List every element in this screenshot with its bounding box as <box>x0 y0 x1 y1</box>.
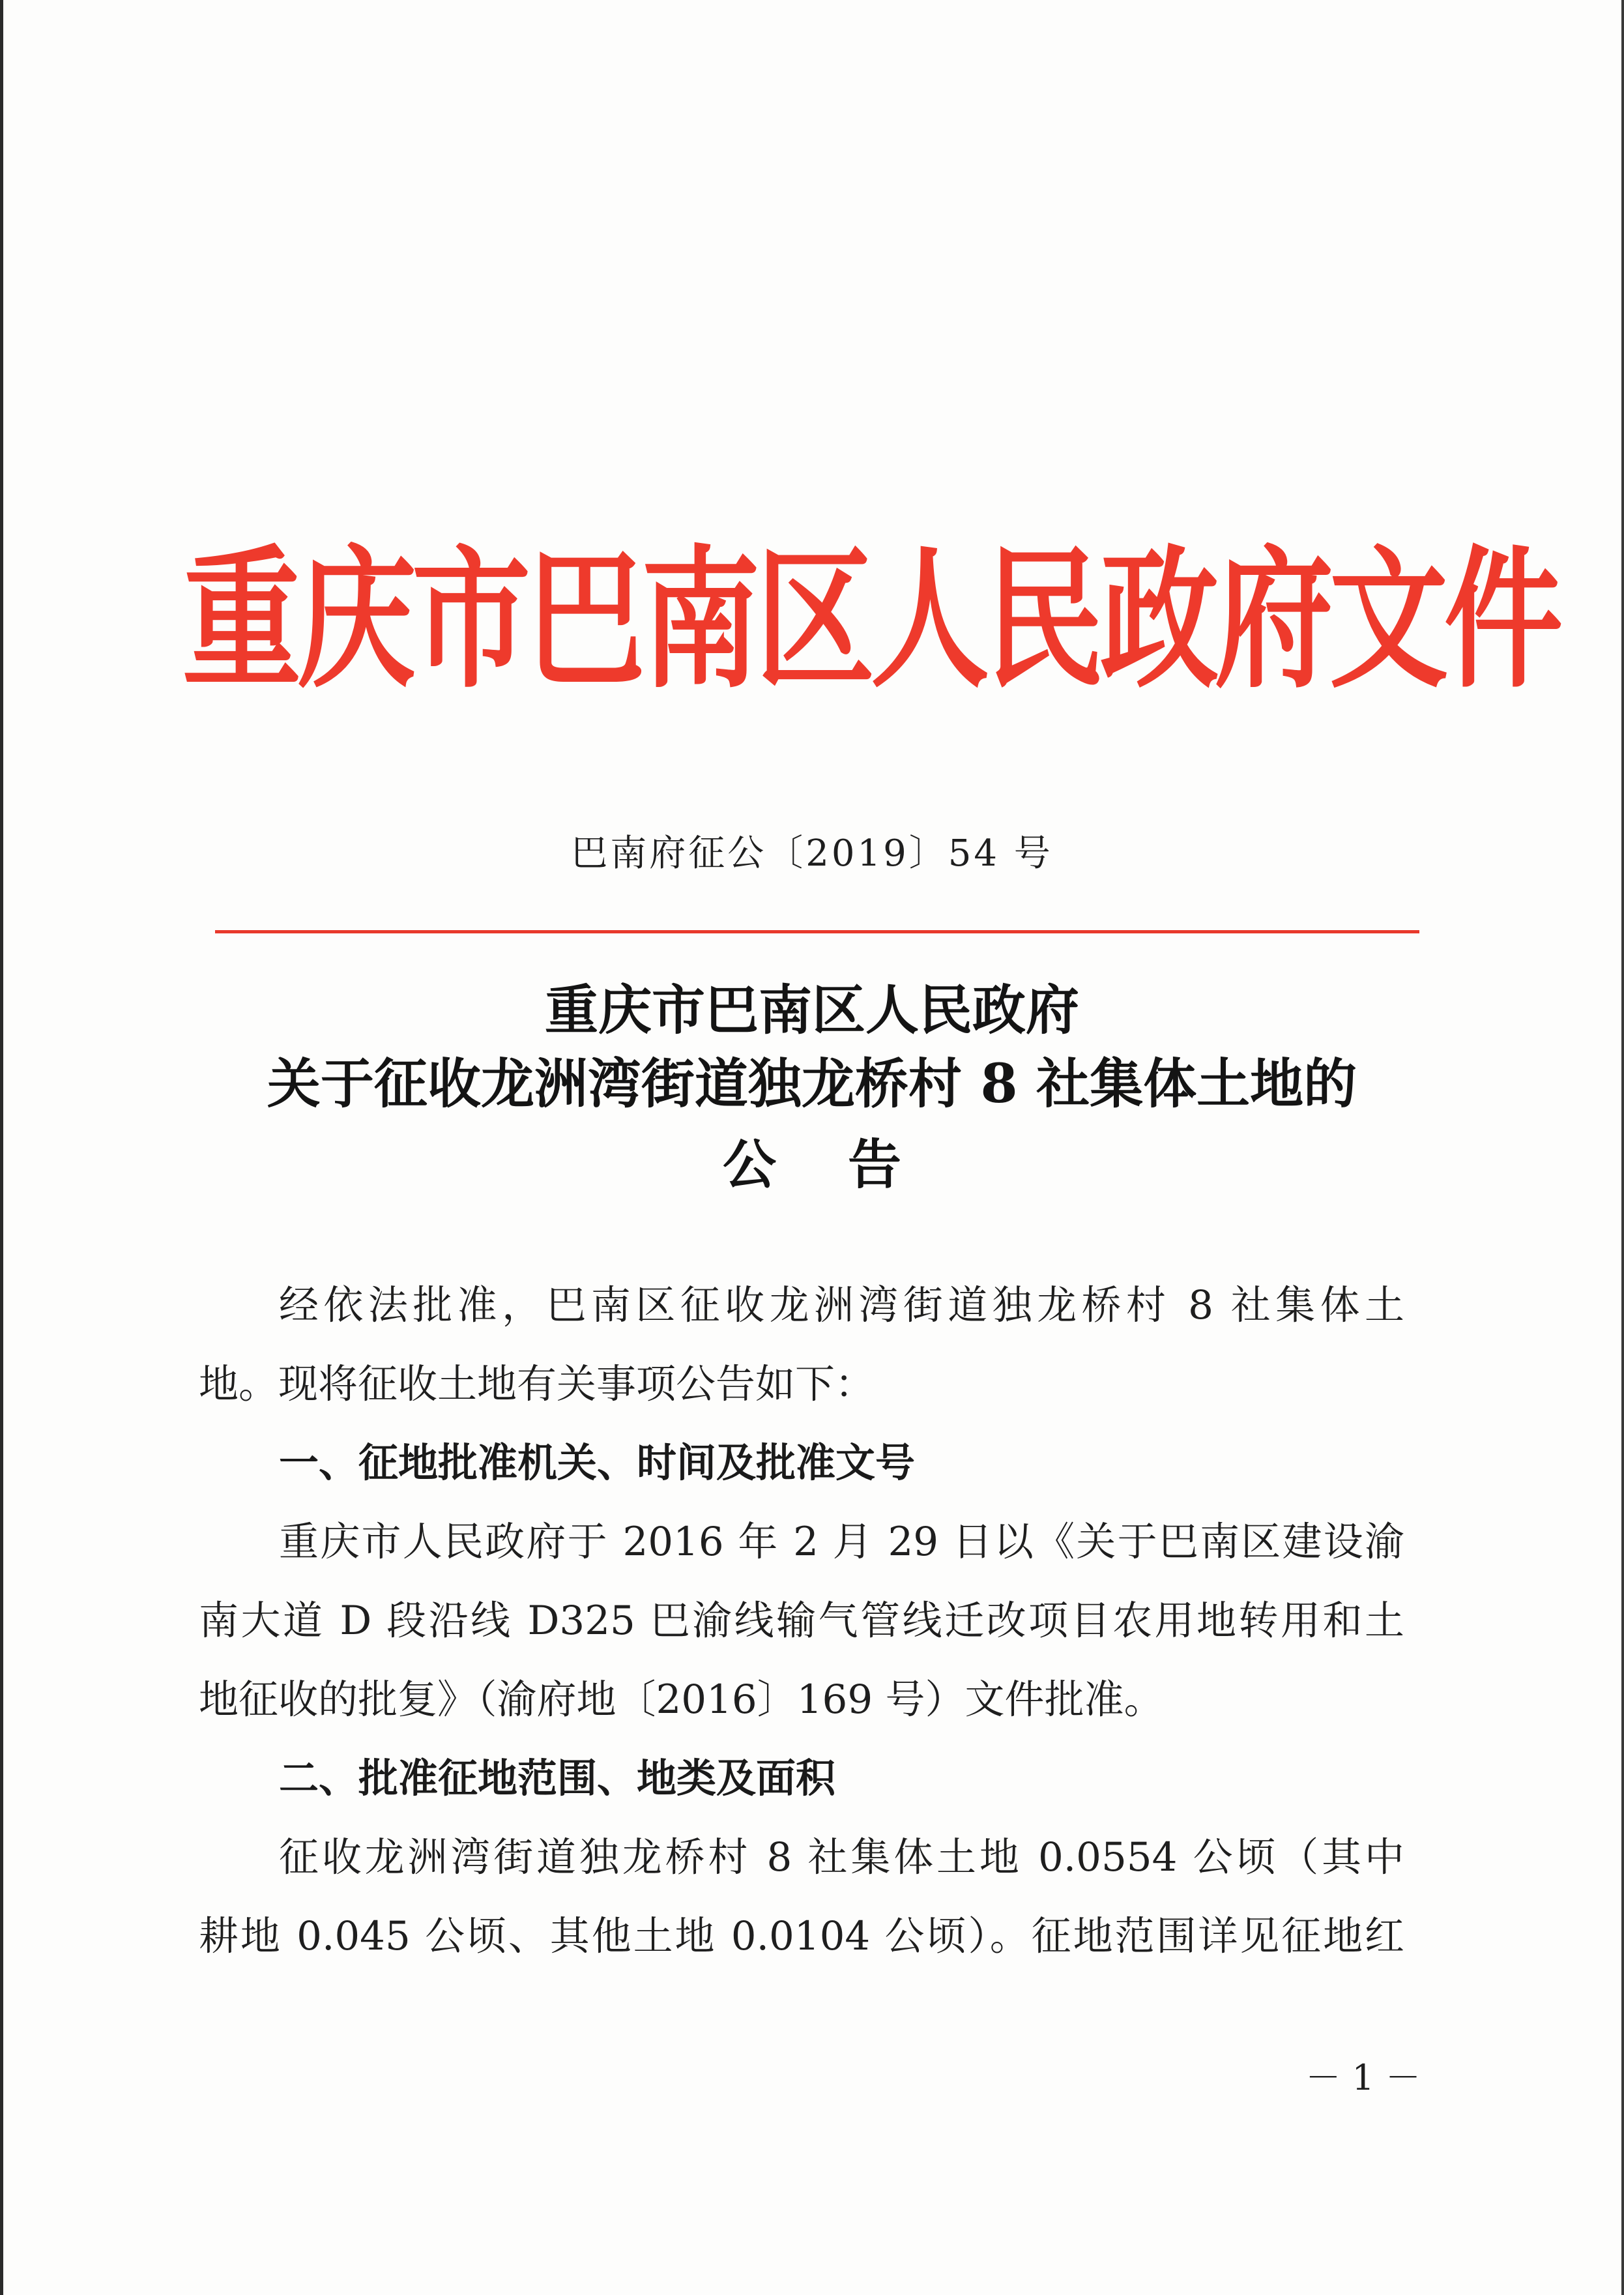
section-2-line-1: 征收龙洲湾街道独龙桥村 8 社集体土地 0.0554 公顷（其中 <box>279 1834 1404 1880</box>
section-1-line-2: 南大道 D 段沿线 D325 巴渝线输气管线迁改项目农用地转用和土 <box>199 1598 1404 1644</box>
intro-paragraph-line-2: 地。现将征收土地有关事项公告如下： <box>199 1361 875 1407</box>
notice-title-line-1: 重庆市巴南区人民政府 <box>544 979 1079 1042</box>
red-divider-rule <box>215 930 1419 933</box>
section-2-heading: 二、批准征地范围、地类及面积 <box>279 1755 836 1802</box>
intro-paragraph-line-1: 经依法批准，巴南区征收龙洲湾街道独龙桥村 8 社集体土 <box>279 1282 1404 1328</box>
section-1-line-1: 重庆市人民政府于 2016 年 2 月 29 日以《关于巴南区建设渝 <box>279 1519 1404 1565</box>
section-1-line-3: 地征收的批复》（渝府地〔2016〕169 号）文件批准。 <box>199 1676 1164 1723</box>
section-2-line-2: 耕地 0.045 公顷、其他土地 0.0104 公顷）。征地范围详见征地红 <box>199 1913 1404 1959</box>
issuer-header-title: 重庆市巴南区人民政府文件 <box>182 530 1559 709</box>
notice-title-line-2: 关于征收龙洲湾街道独龙桥村 8 社集体土地的 <box>267 1053 1357 1115</box>
page-number: － 1 － <box>1305 2057 1421 2098</box>
section-1-heading: 一、征地批准机关、时间及批准文号 <box>279 1440 916 1486</box>
document-number: 巴南府征公〔2019〕54 号 <box>571 832 1053 875</box>
notice-title-line-3: 公告 <box>722 1133 973 1196</box>
